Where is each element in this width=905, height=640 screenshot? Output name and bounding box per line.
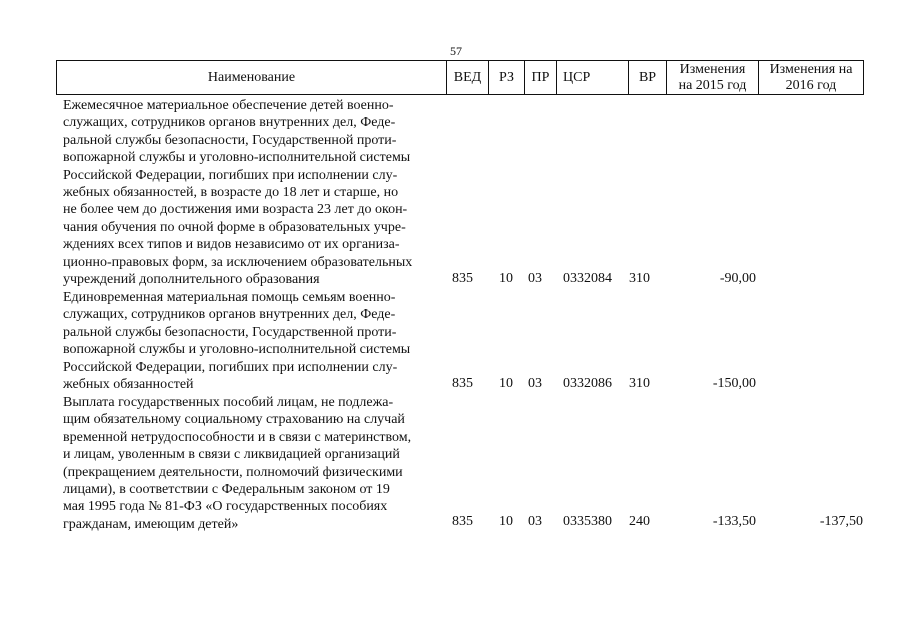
header-change-2016	[759, 61, 863, 94]
header-change-2015	[667, 61, 759, 94]
row-1-rz: 10	[499, 271, 513, 286]
header-pr	[525, 61, 557, 94]
header-vr	[629, 61, 667, 94]
page-number: 57	[450, 44, 462, 58]
row-3-change-2015: -133,50	[712, 514, 756, 529]
row-2-rz: 10	[499, 376, 513, 391]
row-3-vr: 240	[629, 514, 650, 529]
header-vr-label: ВР	[638, 69, 657, 85]
header-csr	[557, 61, 629, 94]
header-change-2015-label: Изменения на 2015 год	[678, 61, 747, 93]
row-3-ved: 835	[452, 514, 473, 529]
row-3-rz: 10	[499, 514, 513, 529]
header-csr-label: ЦСР	[563, 69, 591, 85]
row-2-change-2015: -150,00	[712, 376, 756, 391]
row-3-name: Выплата государственных пособий лицам, не подлежа- щим обязательному социальному страхованию на случай временной нетрудоспособности и в связи с материнством, и лицам, уволенным в связи с ликвидацией организаций (прекращением деятельности, полномочий физическими лицами), в соответствии с Федеральным законом от 19 мая 1995 года № 81-ФЗ «О государственных пособиях гражданам, имеющим детей»	[63, 395, 412, 532]
table-header	[56, 60, 864, 95]
row-3-csr: 0335380	[563, 514, 612, 529]
header-pr-label: ПР	[531, 69, 550, 85]
row-1-name: Ежемесячное материальное обеспечение детей военно- служащих, сотрудников органов внутренних дел, Феде- ральной службы безопасности, Государственной проти- вопожарной службы и уголовно-исполнительной системы Российской Федерации, погибших при исполнении слу- жебных обязанностей, в возрасте до 18 лет и старше, но не более чем до достижения ими возраста 23 лет до окон- чания обучения по очной форме в образовательных учре- ждениях всех типов и видов независимо от их организа- ционно-правовых форм, за исключением образовательных учреждений дополнительного образования	[63, 98, 413, 288]
row-1-ved: 835	[452, 271, 473, 286]
header-change-2016-label: Изменения на 2016 год	[769, 61, 853, 93]
row-2-ved: 835	[452, 376, 473, 391]
header-ved	[447, 61, 489, 94]
row-2-name: Единовременная материальная помощь семьям военно- служащих, сотрудников органов внутренних дел, Феде- ральной службы безопасности, Государственной проти- вопожарной службы и уголовно-исполнительной системы Российской Федерации, погибших при исполнении слу- жебных обязанностей	[63, 290, 411, 393]
header-ved-label: ВЕД	[453, 69, 482, 85]
row-1-vr: 310	[629, 271, 650, 286]
row-2-pr: 03	[528, 376, 542, 391]
row-2-vr: 310	[629, 376, 650, 391]
header-name	[57, 61, 447, 94]
row-1-pr: 03	[528, 271, 542, 286]
header-rz-label: РЗ	[499, 69, 514, 85]
row-3-change-2016: -137,50	[819, 514, 863, 529]
row-3-pr: 03	[528, 514, 542, 529]
header-name-label: Наименование	[207, 69, 296, 85]
header-rz	[489, 61, 525, 94]
row-2-csr: 0332086	[563, 376, 612, 391]
row-1-change-2015: -90,00	[719, 271, 756, 286]
row-1-csr: 0332084	[563, 271, 612, 286]
